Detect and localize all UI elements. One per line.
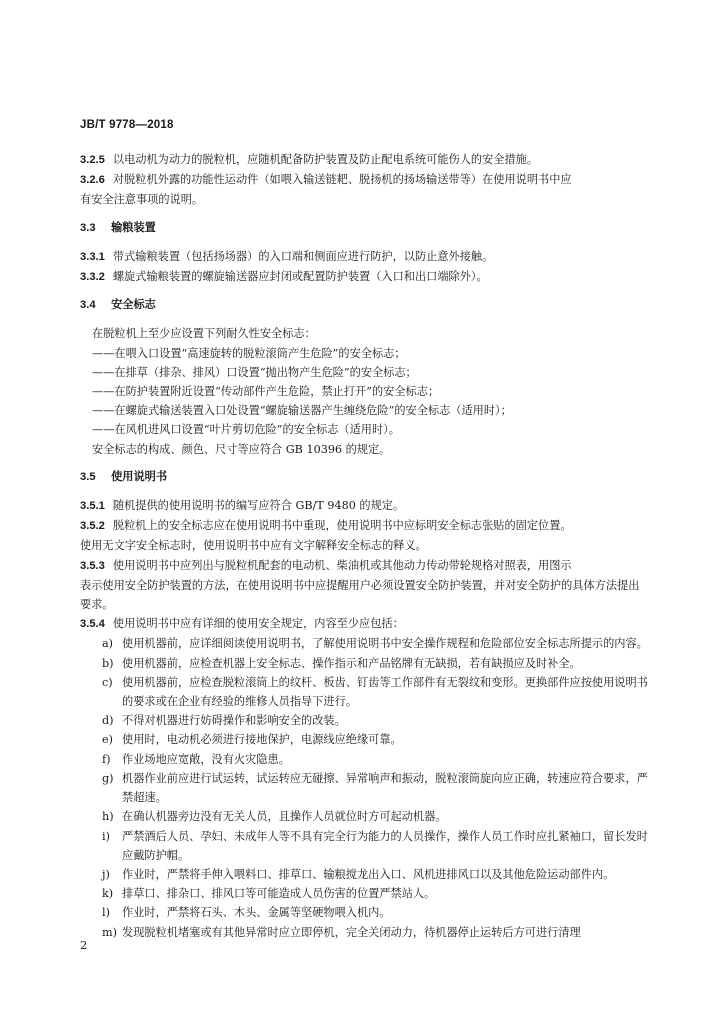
clause-number: 3.3.2 (80, 271, 105, 284)
section-heading-3-3 (80, 219, 650, 238)
list-item-f (80, 750, 650, 769)
clause-3-5-1 (80, 496, 650, 516)
dash-list-item: ——在螺旋式输送装置入口处设置“螺旋输送器产生缠绕危险”的安全标志（适用时）； (92, 404, 512, 418)
list-item-text: 发现脱粒机堵塞或有其他异常时应立即停机，完全关闭动力，待机器停止运转后方可进行清理 (122, 925, 581, 939)
list-item-text: 排草口、排杂口、排风口等可能造成人员伤害的位置严禁站人。 (122, 887, 436, 901)
clause-text: 对脱粒机外露的功能性运动件（如喂入输送链耙、脱扬机的扬场输送带等）在使用说明书中应 (112, 173, 572, 187)
list-item-b (80, 654, 650, 673)
clause-text-continued: 有安全注意事项的说明。 (80, 193, 204, 207)
clause-3-5-3 (80, 556, 650, 615)
list-marker: b) (102, 656, 114, 670)
clause-3-5-4 (80, 614, 650, 634)
list-marker: f) (102, 752, 111, 766)
list-marker: k) (102, 887, 114, 901)
clause-number: 3.2.6 (80, 174, 105, 187)
list-item-e (80, 730, 650, 749)
clause-number: 3.5.1 (80, 500, 105, 513)
clause-text: 带式输粮装置（包括扬场器）的入口端和侧面应进行防护，以防止意外接触。 (112, 249, 494, 263)
list-marker: l) (102, 906, 110, 920)
clause-3-2-6 (80, 170, 650, 209)
list-marker: j) (102, 867, 110, 881)
clause-3-3-1 (80, 247, 650, 267)
section-number: 3.4 (80, 299, 96, 312)
dash-list-item: ——在喂入口设置“高速旋转的脱粒滚筒产生危险”的安全标志； (92, 346, 406, 360)
clause-text: 使用说明书中应有详细的使用安全规定，内容至少应包括： (112, 617, 404, 631)
list-marker: m) (102, 925, 117, 939)
section-number: 3.3 (80, 221, 96, 234)
list-item-text: 使用机器前，应详细阅读使用说明书，了解使用说明书中安全操作规程和危险部位安全标志所提示的内容。 (122, 637, 648, 651)
clause-3-5-2 (80, 516, 650, 555)
clause-3-3-2 (80, 267, 650, 287)
clause-text: 使用说明书中应列出与脱粒机配套的电动机、柴油机或其他动力传动带轮规格对照表，用图示 (112, 558, 572, 572)
list-item-text: 作业时，严禁将石头、木头、金属等坚硬物喂入机内。 (122, 906, 391, 920)
list-marker: d) (102, 714, 114, 728)
dash-list-item: ——在排草（排杂、排风）口设置“抛出物产生危险”的安全标志； (92, 365, 417, 379)
list-item-i (80, 827, 650, 865)
list-item-text: 作业场地应宽敞，没有火灾隐患。 (122, 752, 290, 766)
document-body (80, 150, 650, 942)
clause-number: 3.5.4 (80, 618, 105, 631)
list-marker: c) (102, 675, 113, 689)
list-item-g (80, 769, 650, 807)
list-item-d (80, 711, 650, 730)
list-item-c (80, 673, 650, 711)
list-item-text: 不得对机器进行妨碍操作和影响安全的改装。 (122, 714, 346, 728)
list-marker: h) (102, 810, 114, 824)
clause-text: 脱粒机上的安全标志应在使用说明书中重现，使用说明书中应标明安全标志张贴的固定位置。 (112, 519, 572, 533)
clause-text-continued: 表示使用安全防护装置的方法，在使用说明书中应提醒用户必须设置安全防护装置，并对安全防护的具体方法提出要求。 (80, 578, 640, 612)
list-marker: e) (102, 733, 113, 747)
clause-text: 螺旋式输粮装置的螺旋输送器应封闭或配置防护装置（入口和出口端除外）。 (112, 270, 488, 284)
clause-text: 以电动机为动力的脱粒机，应随机配备防护装置及防止配电系统可能伤人的安全措施。 (112, 153, 539, 166)
page-number: 2 (80, 938, 88, 952)
list-item-text: 使用机器前，应检查脱粒滚筒上的纹杆、板齿、钉齿等工作部件有无裂纹和变形。更换部件应按使用说明书的要求或在企业有经验的维修人员指导下进行。 (122, 675, 648, 709)
list-marker: a) (102, 637, 114, 651)
clause-text: 随机提供的使用说明书的编写应符合 GB/T 9480 的规定。 (112, 499, 405, 513)
section-heading-3-5 (80, 468, 650, 487)
dash-list-item: ——在防护装置附近设置“传动部件产生危险，禁止打开”的安全标志； (92, 385, 440, 399)
clause-3-2-5 (80, 150, 650, 170)
clause-number: 3.3.1 (80, 250, 105, 263)
list-marker: i) (102, 829, 110, 843)
list-item-text: 在确认机器旁边没有无关人员，且操作人员就位时方可起动机器。 (122, 810, 447, 824)
clause-number: 3.5.3 (80, 559, 105, 572)
list-item-text: 使用时，电动机必须进行接地保护，电源线应绝缘可靠。 (122, 733, 402, 747)
section-number: 3.5 (80, 470, 96, 483)
list-item-a (80, 634, 650, 653)
document-header: JB/T 9778—2018 (80, 119, 174, 131)
section-title: 安全标志 (111, 299, 156, 312)
list-item-text: 使用机器前，应检查机器上安全标志、操作指示和产品铭牌有无缺损，若有缺损应及时补全。 (122, 656, 581, 670)
list-item-m (80, 923, 650, 942)
list-item-text: 严禁酒后人员、孕妇、未成年人等不具有完全行为能力的人员操作，操作人员工作时应扎紧袖口，留长发时应戴防护帽。 (122, 829, 648, 862)
section-heading-3-4 (80, 296, 650, 315)
list-item-k (80, 884, 650, 903)
list-marker: g) (102, 771, 114, 785)
clause-number: 3.2.5 (80, 154, 105, 166)
paragraph: 安全标志的构成、颜色、尺寸等应符合 GB 10396 的规定。 (92, 442, 391, 456)
dash-list-item: ——在风机进风口设置“叶片剪切危险”的安全标志（适用时）。 (92, 423, 400, 437)
list-item-text: 机器作业前应进行试运转，试运转应无碰擦、异常响声和振动，脱粒滚筒旋向应正确，转速应符合要求，严禁超速。 (122, 771, 648, 805)
list-item-l (80, 903, 650, 922)
paragraph: 在脱粒机上至少应设置下列耐久性安全标志： (92, 327, 316, 341)
clause-number: 3.5.2 (80, 520, 105, 533)
section-title: 输粮装置 (111, 221, 156, 234)
list-item-h (80, 807, 650, 826)
clause-text-continued: 使用无文字安全标志时，使用说明书中应有文字解释安全标志的释义。 (80, 539, 427, 553)
list-item-j (80, 865, 650, 884)
section-title: 使用说明书 (111, 470, 168, 483)
list-item-text: 作业时，严禁将手伸入喂料口、排草口、输粮搅龙出入口、风机进排风口以及其他危险运动部件内。 (122, 867, 615, 881)
